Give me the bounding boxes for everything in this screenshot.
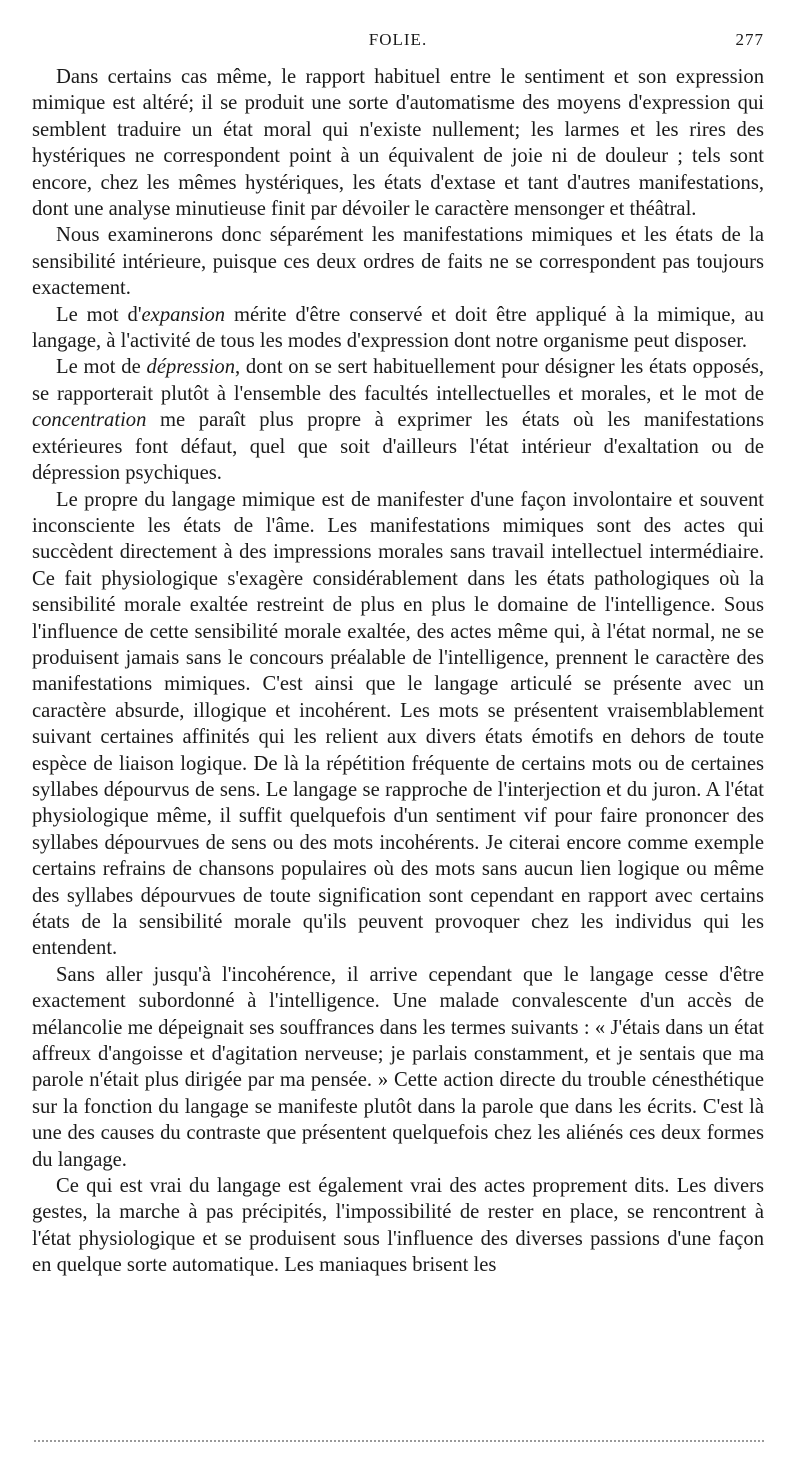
paragraph-3-text-a: Le mot d' [56,303,142,326]
term-depression: dépression [146,356,235,379]
running-title: FOLIE. [368,30,428,49]
paragraph-4-text-a: Le mot de [56,356,147,379]
term-expansion: expansion [141,303,226,326]
paragraph-3-text-b: mérite d'être conservé et doit être appliqué à la mimique, au langage, à l'activité de tous les modes d'expression dont notre organisme peut disposer. [32,303,764,353]
paragraph-4 [32,354,764,486]
paragraph-1: Dans certains cas même, le rapport habituel entre le sentiment et son expression mimique est altéré; il se produit une sorte d'automatisme des moyens d'expression qui semblent traduire un état moral qui n'existe nullement; les larmes et les rires des hystériques ne correspondent point à un équivalent de joie ni de douleur ; tels sont encore, chez les mêmes hystériques, les états d'extase et tant d'autres manifestations, dont une analyse minutieuse finit par dévoiler le caractère mensonger et théâtral. [32,66,764,221]
body-text [32,64,764,1279]
term-concentration: concentration [32,409,147,432]
footer-dotted-rule [34,1440,764,1442]
paragraph-6: Sans aller jusqu'à l'incohérence, il arrive cependant que le langage cesse d'être exactement subordonné à l'intelligence. Une malade convalescente d'un accès de mélancolie me dépeignait ses souffrances dans les termes suivants : « J'étais dans un état affreux d'angoisse et d'agitation nerveuse; je parlais constamment, et je sentais que ma parole n'était plus dirigée par ma pensée. » Cette action directe du trouble cénesthétique sur la fonction du langage se manifeste plutôt dans la parole que dans les écrits. C'est là une des causes du contraste que présentent quelquefois chez les aliénés ces deux formes du langage. [32,963,764,1171]
paragraph-5: Le propre du langage mimique est de manifester d'une façon involontaire et souvent inconsciente les états de l'âme. Les manifestations mimiques sont des actes qui succèdent directement à des impressions morales sans travail intellectuel intermédiaire. Ce fait physiologique s'exagère considérablement dans les états pathologiques où la sensibilité morale exaltée restreint de plus en plus le domaine de l'intelligence. Sous l'influence de cette sensibilité morale exaltée, des actes même qui, à l'état normal, ne se produisent jamais sans le concours préalable de l'intelligence, prennent le caractère des manifestations mimiques. C'est ainsi que le langage articulé se présente avec un caractère absurde, illogique et incohérent. Les mots se présentent vraisemblablement suivant certaines affinités qui les relient aux divers états émotifs en dehors de toute espèce de liaison logique. De là la répétition fréquente de certains mots ou de certaines syllabes dépourvus de sens. Le langage se rapproche de l'interjection et du juron. A l'état physiologique même, il suffit quelquefois d'un sentiment vif pour faire prononcer des syllabes dépourvues de sens ou des mots incohérents. Je citerai encore comme exemple certains refrains de chansons populaires où des mots sans aucun lien logique ou même des syllabes dépourvues de toute signification sont cependant en rapport avec certains états de la sensibilité morale qu'ils peuvent provoquer chez les individus qui les entendent. [32,488,764,960]
paragraph-3 [32,302,764,355]
paragraph-4-text-c: me paraît plus propre à exprimer les états où les manifestations extérieures font défaut, quel que soit d'ailleurs l'état intérieur d'exaltation ou de dépression psychiques. [32,409,764,485]
page-number: 277 [735,30,764,49]
paragraph-7: Ce qui est vrai du langage est également vrai des actes proprement dits. Les divers gestes, la marche à pas précipités, l'impossibilité de rester en place, se rencontrent à l'état physiologique et se produisent sous l'influence des diverses passions d'une façon en quelque sorte automatique. Les maniaques brisent les [32,1175,764,1277]
paragraph-2: Nous examinerons donc séparément les manifestations mimiques et les états de la sensibilité intérieure, puisque ces deux ordres de faits ne se correspondent pas toujours exactement. [32,224,764,300]
paragraph-4-text-b: , dont on se sert habituellement pour désigner les états opposés, se rapporterait plutôt à l'ensemble des facultés intellectuelles et morales, et le mot de [32,356,764,405]
running-head [32,30,764,56]
